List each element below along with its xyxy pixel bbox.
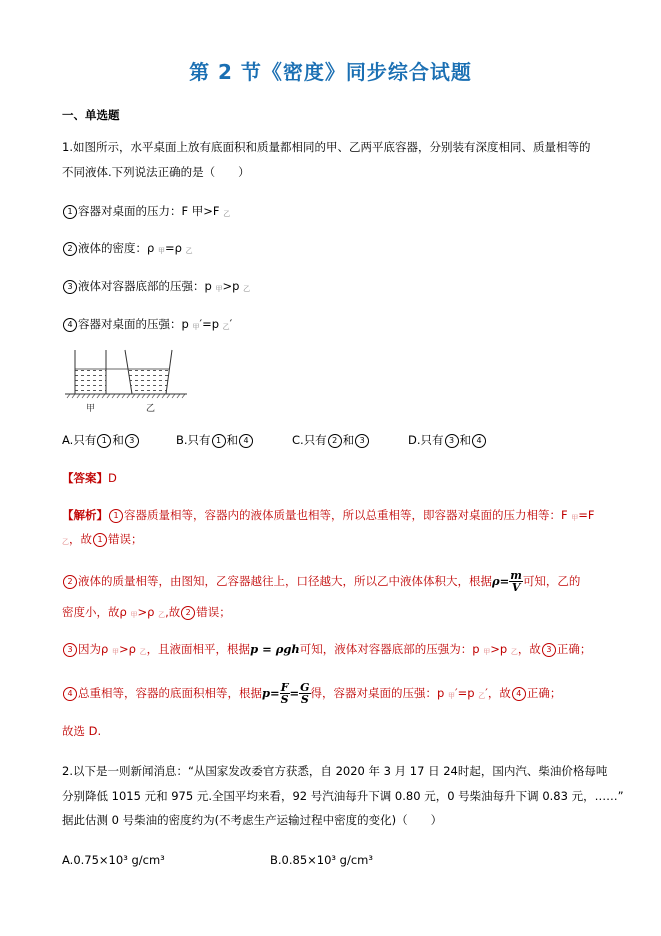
q1-statement-1: 1 容器对桌面的压力：F 甲>F 乙 <box>62 203 230 222</box>
analysis-para4: 4 总重相等，容器的底面积相等，根据p= $\frac{F}{S}$ = $\frac{G}{S}$ 得，容器对桌面的压强：p 甲′=p 乙′，故 4 正确； <box>62 682 561 705</box>
q1-stem-line2: 不同液体.下列说法正确的是（ ） <box>62 165 250 179</box>
label-yi: 乙 <box>146 404 156 414</box>
containers-figure <box>62 348 192 418</box>
label-jia: 甲 <box>86 404 96 414</box>
formula-p-rho-g-h: p = ρgh <box>250 642 300 656</box>
circled-number: 3 <box>63 280 77 294</box>
q2-option-a[interactable]: A.0.75×10³ g/cm³ <box>62 853 165 867</box>
q1-option-c[interactable]: C.只有 2 和 3 <box>292 432 370 448</box>
q1-option-b[interactable]: B.只有 1 和 4 <box>176 432 254 448</box>
answer <box>62 470 117 486</box>
circled-number: 3 <box>445 434 459 448</box>
analysis-para1-line1: 【解析】 1 容器质量相等，容器内的液体质量也相等，所以总重相等，即容器对桌面的压力相等：F 甲=F <box>62 508 595 522</box>
circled-number: 1 <box>97 434 111 448</box>
q2-stem-line2: 分别降低 1015 元和 975 元.全国平均来看，92 号汽油每升下调 0.80 元，0 号柴油每升下调 0.83 元，……” <box>62 789 624 803</box>
circled-number: 3 <box>355 434 369 448</box>
circled-number: 1 <box>212 434 226 448</box>
circled-number: 4 <box>472 434 486 448</box>
q2-option-b[interactable]: B.0.85×10³ g/cm³ <box>270 853 373 867</box>
section-heading: 一、单选题 <box>62 108 120 122</box>
fraction-m-over-v: $\frac{m}{V}$ <box>510 569 522 594</box>
analysis-para2-line2: 密度小，故ρ 甲>ρ 乙,故 2 错误； <box>62 605 231 619</box>
circled-number: 4 <box>239 434 253 448</box>
analysis-label: 【解析】 <box>62 508 108 522</box>
circled-number: 3 <box>125 434 139 448</box>
q1-statement-3: 3 液体对容器底部的压强：p 甲>p 乙 <box>62 278 250 297</box>
analysis-para3: 3 因为ρ 甲>ρ 乙，且液面相平，根据p = ρgh可知，液体对容器底部的压强为：p 甲>p 乙，故 3 正确； <box>62 641 591 660</box>
circled-number: 2 <box>63 242 77 256</box>
liquid-yi <box>128 369 169 394</box>
containers-diagram <box>62 348 192 414</box>
answer-label: 【答案】 <box>62 471 108 485</box>
q1-option-a[interactable]: A.只有 1 和 3 <box>62 432 140 448</box>
q1-stem-line1: 1.如图所示，水平桌面上放有底面积和质量都相同的甲、乙两平底容器，分别装有深度相同、质量相等的 <box>62 140 591 154</box>
q2-stem-line3: 据此估测 0 号柴油的密度约为(不考虑生产运输过程中密度的变化)（ ） <box>62 813 443 827</box>
q1-option-d[interactable]: D.只有 3 和 4 <box>408 432 487 448</box>
analysis-para1-line2: 乙，故 1 错误； <box>62 532 143 546</box>
analysis-conclusion: 故选 D. <box>62 724 102 738</box>
fraction-f-over-s: $\frac{F}{S}$ <box>280 681 289 706</box>
table-hatching <box>67 394 185 398</box>
analysis-para2-line1: 2 液体的质量相等，由图知，乙容器越往上，口径越大，所以乙中液体体积大，根据ρ= $\frac{m}{V}$ 可知，乙的 <box>62 570 580 593</box>
fraction-g-over-s: $\frac{G}{S}$ <box>300 681 310 706</box>
circled-number: 4 <box>63 318 77 332</box>
liquid-jia <box>75 369 106 394</box>
circled-number: 1 <box>63 205 77 219</box>
q1-statement-4: 4 容器对桌面的压强：p 甲′=p 乙′ <box>62 316 232 335</box>
q2-stem-line1: 2.以下是一则新闻消息：“从国家发改委官方获悉，自 2020 年 3 月 17 日 24时起，国内汽、柴油价格每吨 <box>62 764 608 778</box>
answer-value: D <box>108 471 117 485</box>
q1-statement-2: 2 液体的密度：ρ 甲=ρ 乙 <box>62 240 193 259</box>
circled-number: 2 <box>328 434 342 448</box>
page-title: 第 2 节《密度》同步综合试题 <box>189 60 472 84</box>
